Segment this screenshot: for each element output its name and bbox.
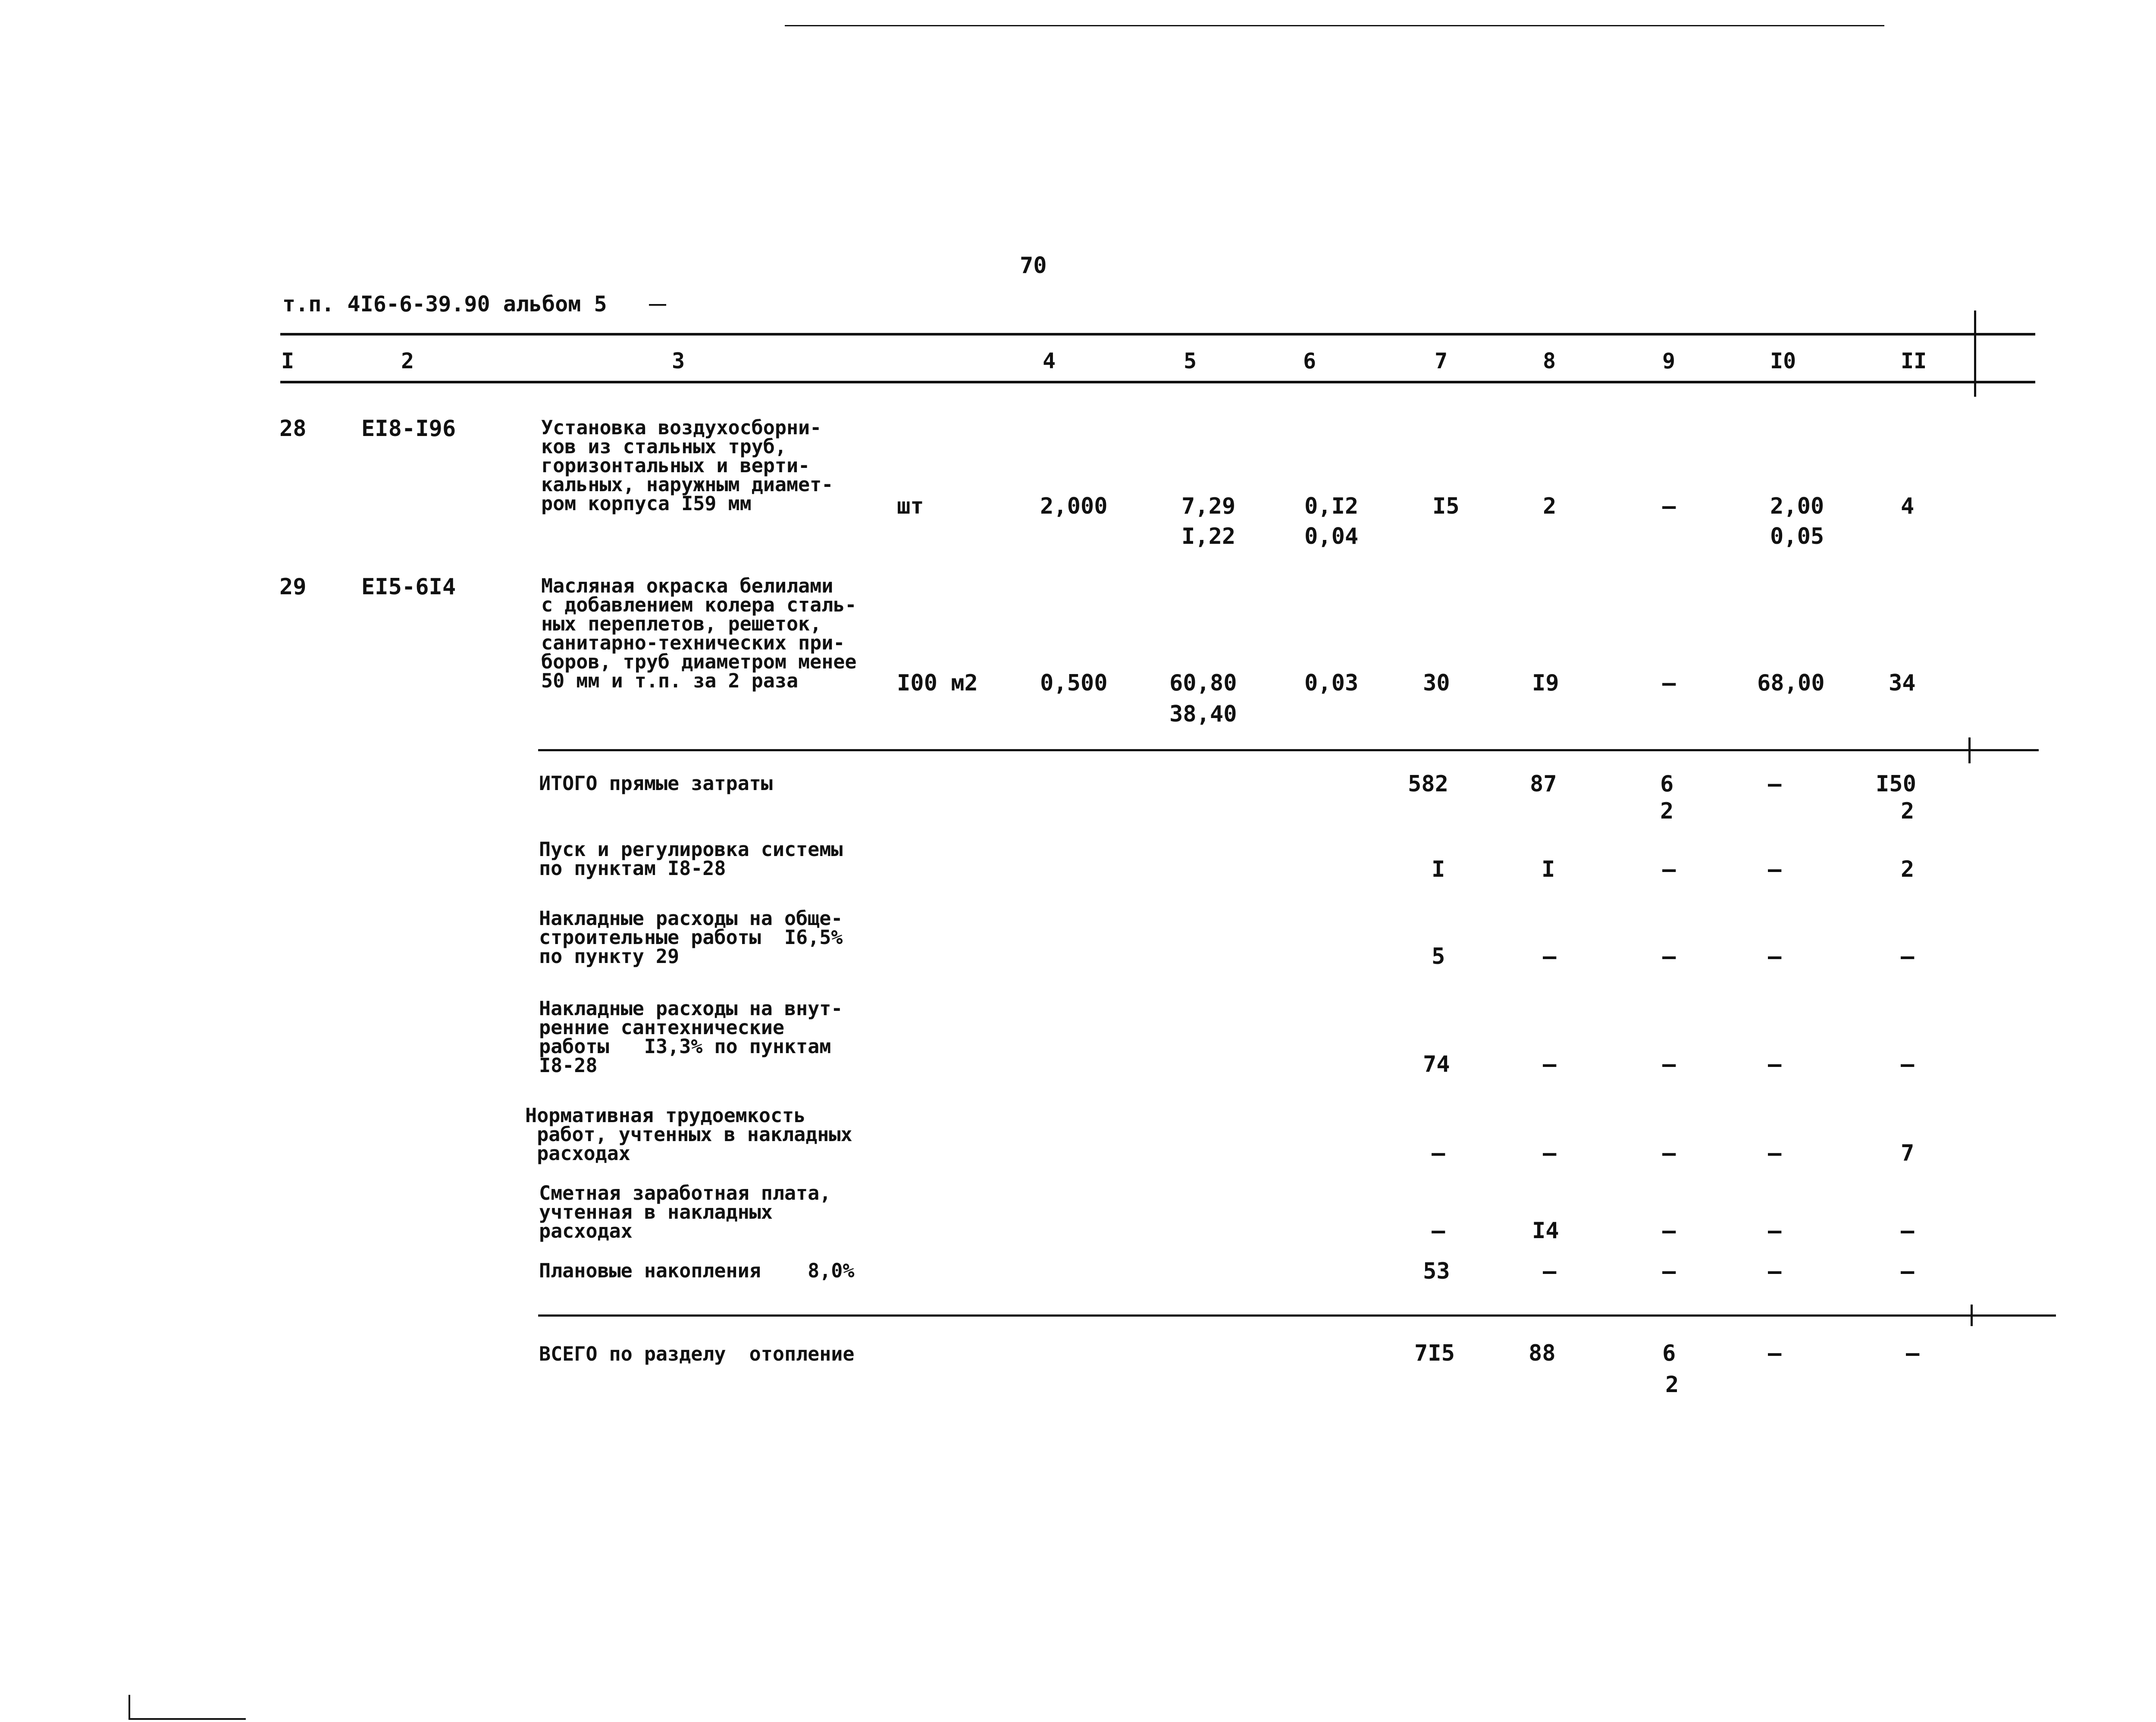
col11-value: – <box>1901 1218 1915 1244</box>
col7-value: I5 <box>1432 493 1460 519</box>
col10-value: – <box>1768 1051 1782 1077</box>
col11-value: 7 <box>1901 1140 1915 1166</box>
col11-value: – <box>1901 1051 1915 1077</box>
col9-subvalue: 2 <box>1660 798 1674 824</box>
work-description: Установка воздухосборни- ков из стальных труб, горизонтальных и верти- кальных, наружным диамет- ром корпуса I59 мм <box>541 416 834 515</box>
summary-label: ИТОГО прямые затраты <box>539 772 773 795</box>
row-number: 28 <box>279 416 307 442</box>
col10-value: – <box>1768 944 1782 969</box>
col9-subvalue: 2 <box>1665 1372 1679 1398</box>
col9-value: – <box>1662 493 1676 519</box>
col9-value: – <box>1662 1218 1676 1244</box>
column-header-1: I <box>281 348 295 373</box>
col9-value: – <box>1662 1140 1676 1166</box>
row-number: 29 <box>279 574 307 600</box>
col10-value: – <box>1768 771 1782 797</box>
col11-value: 34 <box>1889 670 1916 696</box>
col10-subvalue: 0,05 <box>1770 524 1824 549</box>
table-top-rule <box>280 333 2035 336</box>
col6-subvalue: 0,04 <box>1304 524 1359 549</box>
col5-value: 60,80 <box>1169 670 1237 696</box>
col11-value: I50 <box>1876 771 1916 797</box>
summary-label: Пуск и регулировка системы по пунктам I8-28 <box>539 838 843 880</box>
col8-value: – <box>1543 1258 1557 1284</box>
col9-value: – <box>1662 1258 1676 1284</box>
totals-rule <box>538 749 2039 751</box>
column-header-11: II <box>1901 348 1927 373</box>
col9-value: 6 <box>1660 771 1674 797</box>
header-dash <box>649 304 666 306</box>
column-header-2: 2 <box>401 348 414 373</box>
col7-value: 582 <box>1408 771 1448 797</box>
grand-total-rule-tick <box>1971 1305 1973 1326</box>
column-header-4: 4 <box>1043 348 1056 373</box>
summary-label: Накладные расходы на внут- ренние сантехнические работы I3,3% по пунктам I8-28 <box>539 997 843 1077</box>
col8-value: I9 <box>1532 670 1559 696</box>
col9-value: – <box>1662 856 1676 882</box>
col8-value: – <box>1543 1140 1557 1166</box>
col7-value: 74 <box>1423 1051 1450 1077</box>
col9-value: – <box>1662 1051 1676 1077</box>
summary-label: Плановые накопления 8,0% <box>539 1259 855 1282</box>
col7-value: – <box>1432 1218 1445 1244</box>
summary-label: Накладные расходы на обще- строительные работы I6,5% по пункту 29 <box>539 907 843 968</box>
col8-value: – <box>1543 1051 1557 1077</box>
column-header-7: 7 <box>1435 348 1448 373</box>
col11-value: 2 <box>1901 856 1915 882</box>
quantity: 2,000 <box>1040 493 1108 519</box>
column-header-8: 8 <box>1543 348 1556 373</box>
col9-value: 6 <box>1662 1340 1676 1366</box>
col7-value: 53 <box>1423 1258 1450 1284</box>
column-header-3: 3 <box>672 348 685 373</box>
col5-value: 7,29 <box>1181 493 1236 519</box>
work-description: Масляная окраска белилами с добавлением колера сталь- ных переплетов, решеток, санитарно-технических при- боров, труб диаметром менее 50 мм и т.п. за 2 раза <box>541 574 857 692</box>
col11-value: – <box>1901 1258 1915 1284</box>
top-scan-line <box>785 25 1884 26</box>
col10-value: – <box>1768 1340 1782 1366</box>
col10-value: – <box>1768 856 1782 882</box>
unit: шт <box>897 493 924 519</box>
col11-value: 4 <box>1901 493 1915 519</box>
col10-value: – <box>1768 1258 1782 1284</box>
page-number: 70 <box>1020 253 1047 279</box>
col7-value: 7I5 <box>1414 1340 1455 1366</box>
table-right-edge <box>1974 311 1976 397</box>
col9-value: – <box>1662 670 1676 696</box>
col8-value: 2 <box>1543 493 1557 519</box>
bottom-left-scan-mark <box>129 1718 246 1720</box>
rate-code: EI8-I96 <box>361 416 456 442</box>
col6-value: 0,I2 <box>1304 493 1359 519</box>
col9-value: – <box>1662 944 1676 969</box>
col11-value: – <box>1901 944 1915 969</box>
summary-label: Нормативная трудоемкость работ, учтенных в накладных расходах <box>525 1104 852 1165</box>
col7-value: 5 <box>1432 944 1445 969</box>
col10-value: – <box>1768 1140 1782 1166</box>
col6-value: 0,03 <box>1304 670 1359 696</box>
col7-value: – <box>1432 1140 1445 1166</box>
summary-label: ВСЕГО по разделу отопление <box>539 1342 855 1365</box>
column-header-10: I0 <box>1770 348 1796 373</box>
summary-label: Сметная заработная плата, учтенная в накладных расходах <box>539 1182 831 1242</box>
col10-value: 68,00 <box>1757 670 1825 696</box>
unit: I00 м2 <box>897 670 978 696</box>
col8-value: – <box>1543 944 1557 969</box>
column-header-5: 5 <box>1184 348 1197 373</box>
col11-value: – <box>1906 1340 1920 1366</box>
col7-value: I <box>1432 856 1445 882</box>
col10-value: – <box>1768 1218 1782 1244</box>
column-header-6: 6 <box>1303 348 1316 373</box>
col10-value: 2,00 <box>1770 493 1824 519</box>
rate-code: EI5-6I4 <box>361 574 456 600</box>
totals-rule-tick <box>1968 737 1971 763</box>
col11-subvalue: 2 <box>1901 798 1915 824</box>
col8-value: I4 <box>1532 1218 1559 1244</box>
col8-value: 88 <box>1529 1340 1556 1366</box>
grand-total-rule <box>538 1314 2056 1317</box>
document-header: т.п. 4I6-6-39.90 альбом 5 <box>282 292 607 317</box>
col7-value: 30 <box>1423 670 1450 696</box>
table-header-bottom-rule <box>280 381 2035 383</box>
quantity: 0,500 <box>1040 670 1108 696</box>
column-header-9: 9 <box>1662 348 1676 373</box>
col8-value: 87 <box>1530 771 1557 797</box>
bottom-left-scan-tick <box>128 1695 130 1720</box>
col8-value: I <box>1542 856 1555 882</box>
col5-subvalue: I,22 <box>1181 524 1236 549</box>
col5-subvalue: 38,40 <box>1169 701 1237 727</box>
